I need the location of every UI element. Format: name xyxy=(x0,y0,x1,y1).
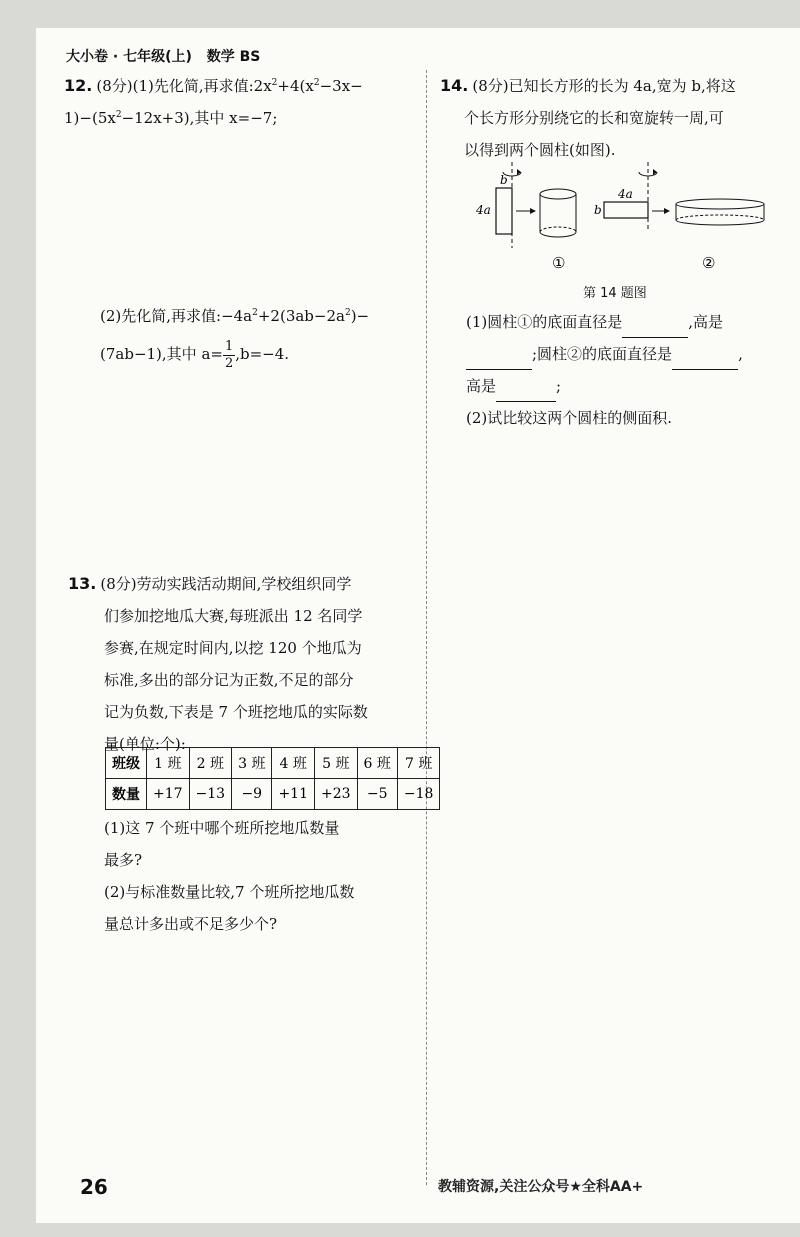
data-table xyxy=(105,747,440,810)
q13-sub-2: (2)与标准数量比较,7 个班所挖地瓜数 xyxy=(104,883,355,901)
label-4a: 4a xyxy=(476,203,491,217)
q13-sub-1: (1)这 7 个班中哪个班所挖地瓜数量 xyxy=(104,819,340,837)
q14-text: (8分)已知长方形的长为 4a,宽为 b,将这 xyxy=(472,77,736,95)
question-12 xyxy=(64,70,414,134)
table-cell: 3 班 xyxy=(232,748,272,779)
q14-sub-1-line-1 xyxy=(466,306,786,338)
fraction-one-half xyxy=(223,339,235,372)
exponent: 2 xyxy=(313,78,320,88)
page-number: 26 xyxy=(80,1175,108,1199)
table-row xyxy=(106,779,440,810)
table-cell: 2 班 xyxy=(189,748,232,779)
q13-sub-1-cont: 最多? xyxy=(104,851,143,869)
q14-subquestions xyxy=(466,306,786,434)
q14-text: 个长方形分别绕它的长和宽旋转一周,可 xyxy=(464,109,724,127)
q13-sub-2-cont: 量总计多出或不足多少个? xyxy=(104,915,278,933)
table-cell: +11 xyxy=(272,779,315,810)
rectangle-1 xyxy=(496,188,512,234)
q14-sub-1-line-2 xyxy=(466,338,786,370)
q13-subquestions xyxy=(104,812,424,940)
answer-blank[interactable] xyxy=(622,319,688,338)
question-13 xyxy=(68,568,418,760)
question-12-part-2 xyxy=(100,300,420,372)
q12-line-3 xyxy=(100,300,420,332)
q14-text: 以得到两个圆柱(如图). xyxy=(464,141,616,159)
table-cell: 5 班 xyxy=(315,748,358,779)
table-cell: −9 xyxy=(232,779,272,810)
q12-line-4 xyxy=(100,338,420,372)
exponent: 2 xyxy=(115,110,122,120)
table-cell: 6 班 xyxy=(357,748,397,779)
cylinder-1-top xyxy=(540,189,576,199)
cylinder-1-hidden xyxy=(540,227,576,232)
cylinder-2-bottom xyxy=(676,220,764,225)
page-header xyxy=(66,46,270,66)
q14-number: 14. xyxy=(440,76,469,95)
exponent: 2 xyxy=(252,308,258,318)
q12-line-1 xyxy=(64,70,414,102)
q12-text: +4(x xyxy=(277,77,314,95)
q13-text: 记为负数,下表是 7 个班挖地瓜的实际数 xyxy=(104,703,368,721)
q14-text: (1)圆柱①的底面直径是 xyxy=(466,313,623,331)
table-row xyxy=(106,748,440,779)
label-4a: 4a xyxy=(618,187,633,201)
table-cell: 7 班 xyxy=(397,748,440,779)
answer-blank[interactable] xyxy=(466,351,532,370)
q12-text: 1)−(5x xyxy=(64,109,116,127)
footer-note: 教辅资源,关注公众号★全科AA+ xyxy=(438,1179,644,1195)
q13-text: 参赛,在规定时间内,以挖 120 个地瓜为 xyxy=(104,639,362,657)
figure-mark-2: ② xyxy=(702,254,716,272)
column-divider xyxy=(426,70,427,1185)
exponent: 2 xyxy=(271,78,278,88)
table-cell: +23 xyxy=(315,779,358,810)
q14-sub-1-line-3 xyxy=(466,370,786,402)
exponent: 2 xyxy=(344,308,351,318)
label-b: b xyxy=(594,203,602,217)
q14-text: 高是 xyxy=(466,377,497,395)
label-b: b xyxy=(500,173,508,187)
q12-text: (7ab−1),其中 a= xyxy=(100,345,223,363)
q14-text: ; xyxy=(556,377,562,395)
q14-text: , xyxy=(738,345,743,363)
q12-line-2 xyxy=(64,102,414,134)
q14-sub-2: (2)试比较这两个圆柱的侧面积. xyxy=(466,409,673,427)
arrow-right-icon xyxy=(530,208,536,214)
table-cell: −13 xyxy=(189,779,232,810)
q13-number: 13. xyxy=(68,574,97,593)
q13-text: 量(单位:个): xyxy=(104,735,186,753)
cylinder-figure xyxy=(470,160,780,275)
table-cell: −18 xyxy=(397,779,440,810)
question-14 xyxy=(440,70,790,166)
table-cell: +17 xyxy=(147,779,190,810)
book-title: 大小卷 · 七年级(上) xyxy=(66,49,192,65)
fraction-denominator: 2 xyxy=(224,355,234,371)
table-cell: 1 班 xyxy=(147,748,190,779)
q12-text: −3x− xyxy=(319,77,363,95)
figure-mark-1: ① xyxy=(552,254,566,272)
q13-text: (8分)劳动实践活动期间,学校组织同学 xyxy=(100,575,352,593)
table-cell: −5 xyxy=(357,779,397,810)
cylinder-2-hidden xyxy=(676,215,764,220)
q12-text: (2)先化简,再求值:−4a xyxy=(100,307,253,325)
q13-text: 们参加挖地瓜大赛,每班派出 12 名同学 xyxy=(104,607,363,625)
arrow-right-icon xyxy=(664,208,670,214)
table-cell: 4 班 xyxy=(272,748,315,779)
q12-text: ,b=−4. xyxy=(235,345,290,363)
table-cell: 班级 xyxy=(106,748,147,779)
q13-line-1 xyxy=(68,568,418,600)
figure-caption: 第 14 题图 xyxy=(583,286,647,301)
q14-text: ,高是 xyxy=(688,313,724,331)
answer-blank[interactable] xyxy=(672,351,738,370)
q14-line-1 xyxy=(440,70,790,102)
q12-text: (8分)(1)先化简,再求值:2x xyxy=(96,77,272,95)
cylinder-2-top xyxy=(676,199,764,209)
table-cell: 数量 xyxy=(106,779,147,810)
q12-number: 12. xyxy=(64,76,93,95)
q13-text: 标准,多出的部分记为正数,不足的部分 xyxy=(104,671,354,689)
fraction-numerator: 1 xyxy=(224,338,234,354)
subject-label: 数学 BS xyxy=(206,49,261,65)
answer-blank[interactable] xyxy=(496,383,556,402)
q12-text: −12x+3),其中 x=−7; xyxy=(121,109,278,127)
q12-text: )− xyxy=(350,307,370,325)
q12-text: +2(3ab−2a xyxy=(257,307,345,325)
rectangle-2 xyxy=(604,202,648,218)
q14-text: ;圆柱②的底面直径是 xyxy=(532,345,673,363)
cylinder-1-bottom xyxy=(540,232,576,237)
